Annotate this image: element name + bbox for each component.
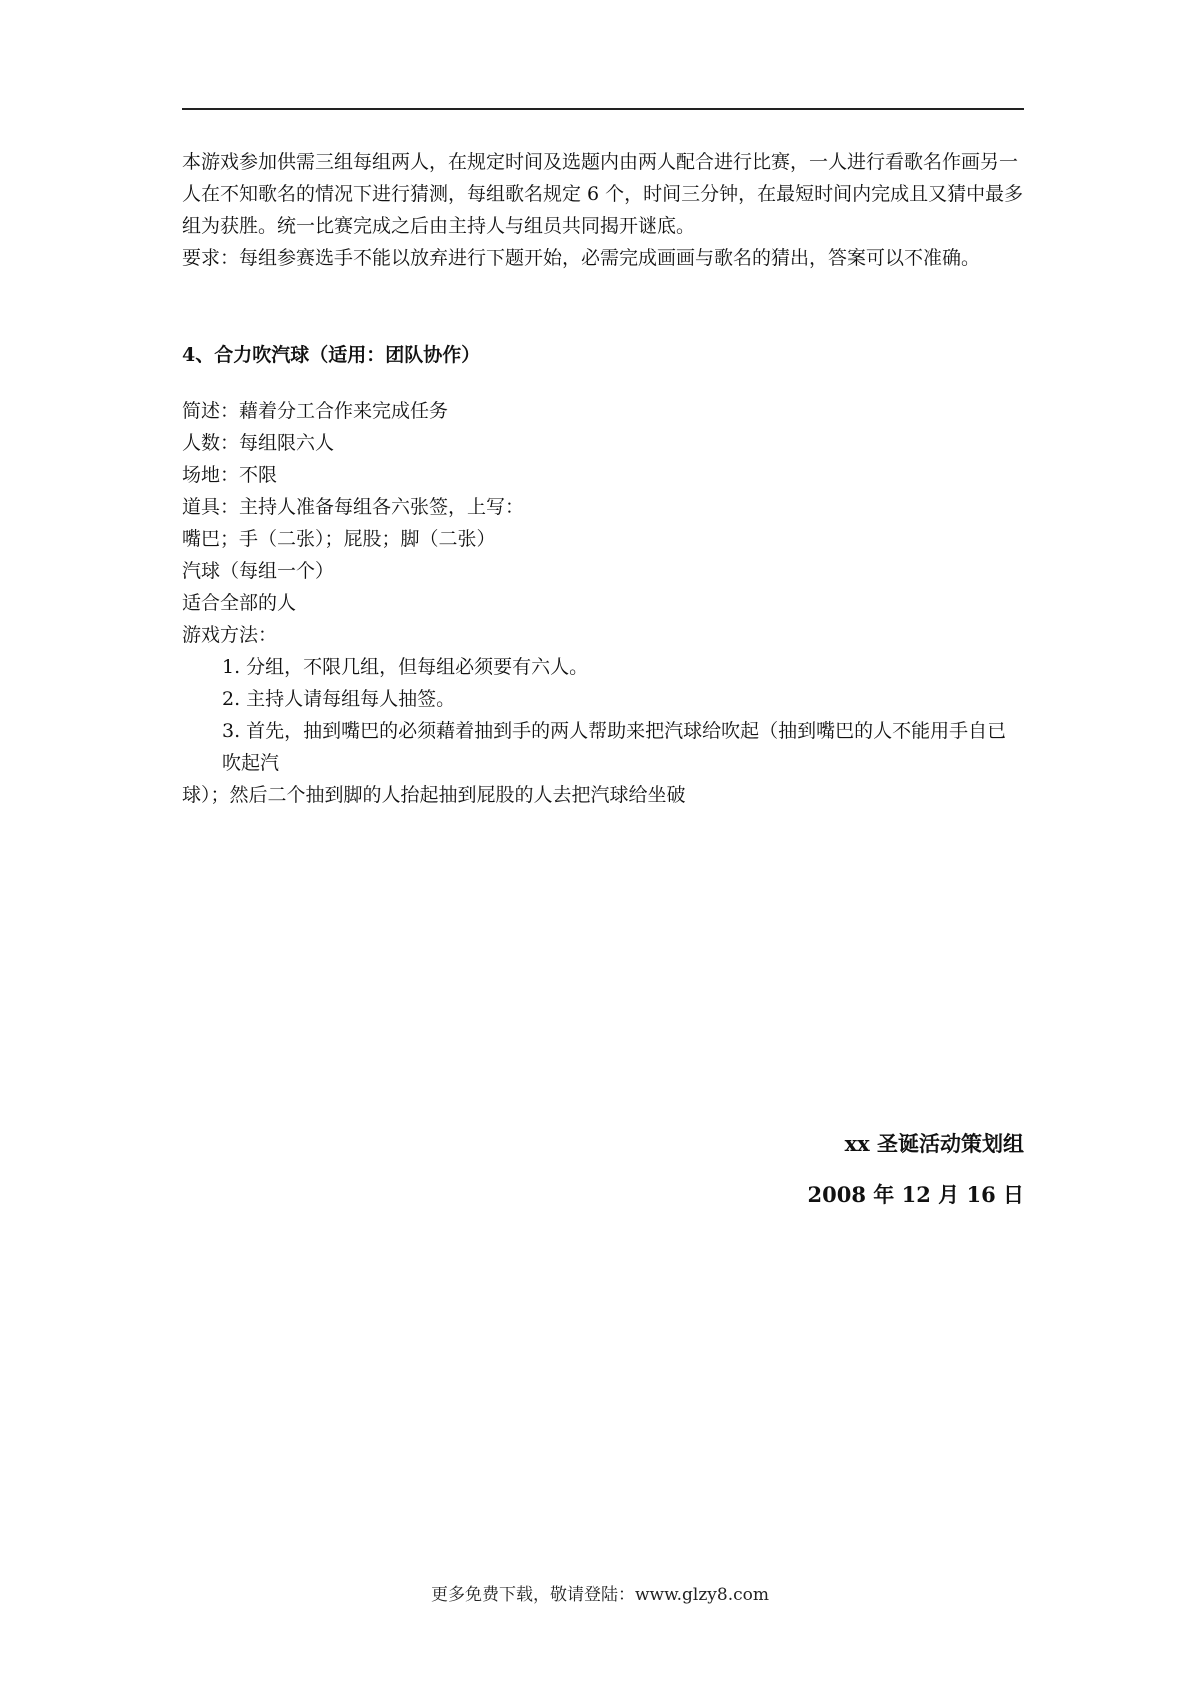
- step-1: 1. 分组，不限几组，但每组必须要有六人。: [222, 656, 589, 678]
- header-rule: [182, 108, 1024, 110]
- requirement-paragraph: 要求：每组参赛选手不能以放弃进行下题开始，必需完成画画与歌名的猜出，答案可以不准确。: [182, 247, 981, 269]
- summary-line: 简述：藉着分工合作来完成任务: [182, 400, 449, 422]
- organizer-name: xx 圣诞活动策划组: [844, 1131, 1024, 1156]
- method-label: 游戏方法：: [182, 624, 278, 646]
- audience-line: 适合全部的人: [182, 592, 297, 614]
- props-line: 道具：主持人准备每组各六张签，上写：: [182, 496, 525, 518]
- venue-line: 场地：不限: [182, 464, 278, 486]
- step-2: 2. 主持人请每组每人抽签。: [222, 688, 456, 710]
- step-3: 3. 首先，抽到嘴巴的必须藉着抽到手的两人帮助来把汽球给吹起（抽到嘴巴的人不能用手自已吹起汽: [222, 720, 1007, 774]
- intro-block: [182, 146, 1024, 274]
- participants-line: 人数：每组限六人: [182, 432, 335, 454]
- section-heading: 4、合力吹汽球（适用：团队协作）: [182, 344, 481, 366]
- balloon-line: 汽球（每组一个）: [182, 560, 335, 582]
- document-date: 2008 年 12 月 16 日: [807, 1182, 1024, 1207]
- step-3-continuation: 球）；然后二个抽到脚的人抬起抽到屁股的人去把汽球给坐破: [182, 784, 686, 806]
- game-details: [182, 395, 1024, 811]
- footer-download-link[interactable]: 更多免费下载，敬请登陆：www.glzy8.com: [430, 1585, 769, 1605]
- cards-line: 嘴巴；手（二张）；屁股；脚（二张）: [182, 528, 496, 550]
- intro-paragraph: 本游戏参加供需三组每组两人，在规定时间及选题内由两人配合进行比赛，一人进行看歌名作画另一人在不知歌名的情况下进行猜测，每组歌名规定 6 个，时间三分钟，在最短时间内完成且又猜中最多组为获胜。统一比赛完成之后由主持人与组员共同揭开谜底。: [182, 151, 1024, 237]
